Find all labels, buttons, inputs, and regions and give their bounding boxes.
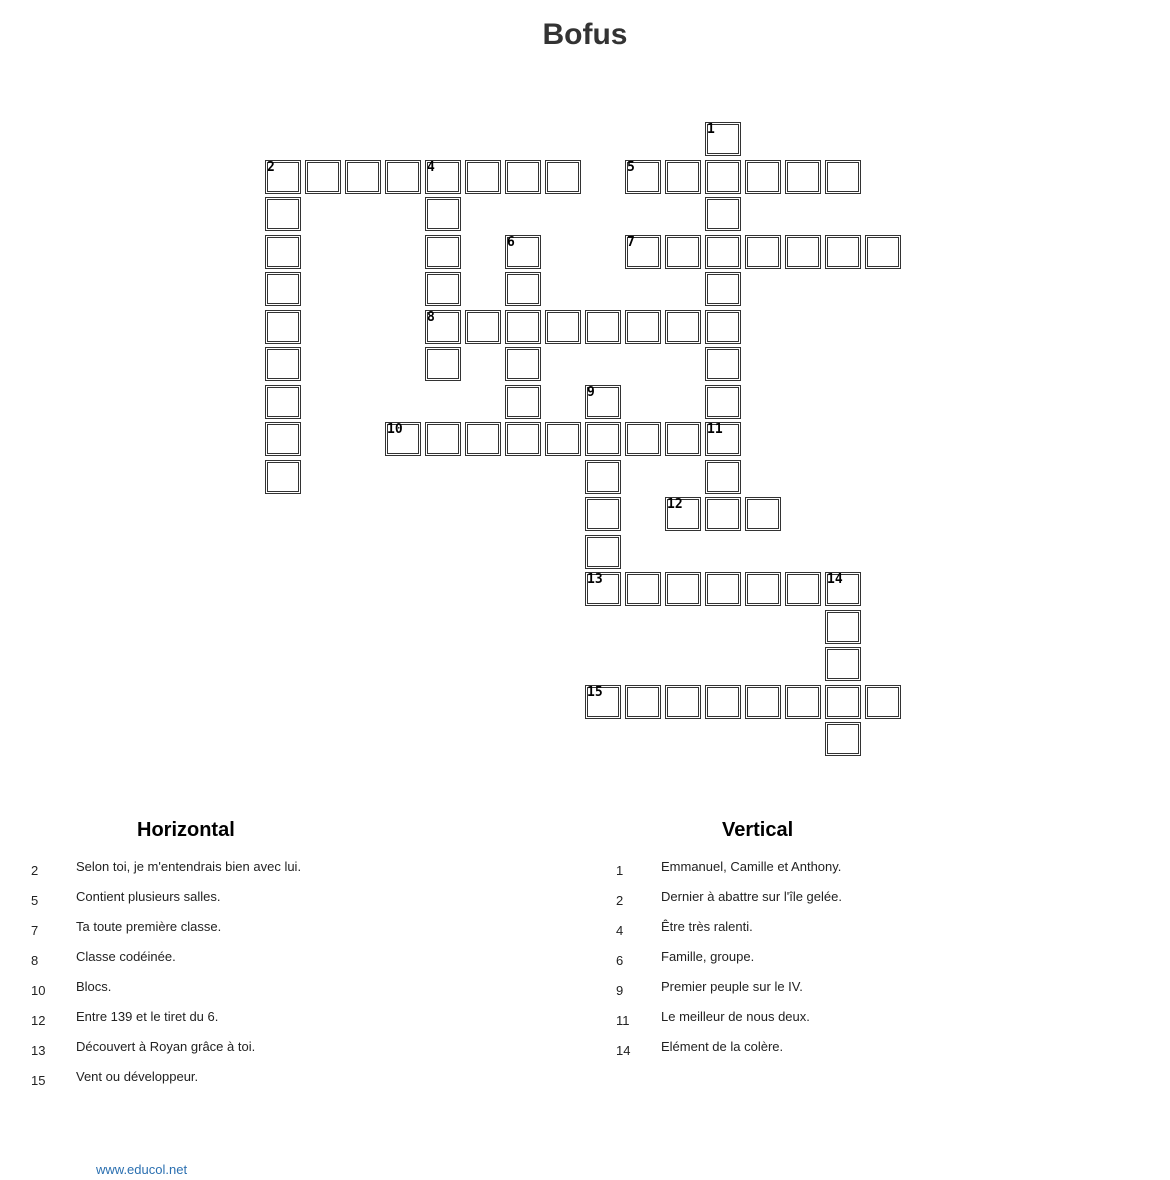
grid-cell[interactable] — [545, 160, 581, 194]
grid-cell[interactable] — [505, 347, 541, 381]
clue-number: 1 — [616, 863, 624, 878]
grid-cell[interactable] — [785, 235, 821, 269]
clue-number: 15 — [31, 1073, 46, 1088]
grid-cell[interactable] — [265, 347, 301, 381]
cell-number: 11 — [707, 422, 723, 437]
grid-cell[interactable] — [265, 422, 301, 456]
grid-cell[interactable] — [705, 122, 741, 156]
clue-text: Elément de la colère. — [661, 1039, 784, 1054]
grid-cell[interactable] — [825, 160, 861, 194]
grid-cell[interactable] — [865, 235, 901, 269]
clue-text: Entre 139 et le tiret du 6. — [76, 1009, 219, 1024]
grid-cell[interactable] — [585, 422, 621, 456]
grid-cell[interactable] — [265, 235, 301, 269]
grid-cell[interactable] — [305, 160, 341, 194]
grid-cell[interactable] — [825, 610, 861, 644]
clue-number: 6 — [616, 953, 624, 968]
grid-cell[interactable] — [425, 160, 461, 194]
grid-cell[interactable] — [505, 272, 541, 306]
grid-cell[interactable] — [825, 722, 861, 756]
footer-link[interactable]: www.educol.net — [96, 1162, 188, 1177]
grid-cell[interactable] — [625, 685, 661, 719]
cell-number: 1 — [707, 122, 715, 137]
grid-cell[interactable] — [545, 310, 581, 344]
grid-cell[interactable] — [705, 685, 741, 719]
grid-cell[interactable] — [865, 685, 901, 719]
grid-cell[interactable] — [585, 685, 621, 719]
grid-cell[interactable] — [665, 422, 701, 456]
cell-number: 15 — [587, 685, 603, 700]
cell-number: 14 — [827, 572, 843, 587]
grid-cell[interactable] — [505, 310, 541, 344]
grid-cell[interactable] — [705, 160, 741, 194]
clue-text: Découvert à Royan grâce à toi. — [76, 1039, 256, 1054]
cell-number: 6 — [507, 235, 515, 250]
grid-cell[interactable] — [425, 197, 461, 231]
clue-number: 2 — [31, 863, 39, 878]
grid-cell[interactable] — [585, 385, 621, 419]
grid-cell[interactable] — [425, 347, 461, 381]
clue-text: Être très ralenti. — [661, 919, 753, 934]
clue-number: 2 — [616, 893, 624, 908]
clue-text: Blocs. — [76, 979, 112, 994]
grid-cell[interactable] — [545, 422, 581, 456]
grid-cell[interactable] — [265, 272, 301, 306]
grid-cell[interactable] — [665, 310, 701, 344]
grid-cell[interactable] — [705, 497, 741, 531]
grid-cell[interactable] — [585, 310, 621, 344]
grid-cell[interactable] — [705, 272, 741, 306]
grid-cell[interactable] — [385, 160, 421, 194]
clue-text: Emmanuel, Camille et Anthony. — [661, 859, 842, 874]
grid-cell[interactable] — [585, 497, 621, 531]
clue-number: 13 — [31, 1043, 46, 1058]
grid-cell[interactable] — [425, 235, 461, 269]
grid-cell[interactable] — [385, 422, 421, 456]
grid-cell[interactable] — [425, 310, 461, 344]
grid-cell[interactable] — [625, 160, 661, 194]
grid-cell[interactable] — [705, 385, 741, 419]
grid-cell[interactable] — [345, 160, 381, 194]
grid-cell[interactable] — [825, 685, 861, 719]
grid-cell[interactable] — [585, 535, 621, 569]
grid-cell[interactable] — [705, 197, 741, 231]
cell-number: 10 — [387, 422, 403, 437]
clue-number: 11 — [616, 1013, 630, 1028]
grid-cell[interactable] — [785, 160, 821, 194]
page-title: Bofus — [542, 18, 628, 51]
grid-cell[interactable] — [705, 460, 741, 494]
clue-text: Selon toi, je m'entendrais bien avec lui. — [76, 859, 302, 874]
grid-cell[interactable] — [465, 310, 501, 344]
grid-cell[interactable] — [745, 160, 781, 194]
vertical-heading: Vertical — [722, 819, 794, 841]
grid-cell[interactable] — [825, 235, 861, 269]
cell-number: 13 — [587, 572, 603, 587]
grid-cell[interactable] — [265, 460, 301, 494]
grid-cell[interactable] — [465, 422, 501, 456]
grid-cell[interactable] — [585, 460, 621, 494]
grid-cell[interactable] — [705, 572, 741, 606]
clue-text: Vent ou développeur. — [76, 1069, 199, 1084]
grid-cell[interactable] — [745, 572, 781, 606]
grid-cell[interactable] — [745, 497, 781, 531]
clue-number: 14 — [616, 1043, 631, 1058]
grid-cell[interactable] — [265, 197, 301, 231]
grid-cell[interactable] — [505, 160, 541, 194]
cell-number: 4 — [427, 160, 435, 175]
cell-number: 9 — [587, 385, 595, 400]
clue-number: 5 — [31, 893, 39, 908]
grid-cell[interactable] — [585, 572, 621, 606]
cell-number: 7 — [627, 235, 635, 250]
clue-number: 9 — [616, 983, 624, 998]
cell-number: 2 — [267, 160, 275, 175]
grid-cell[interactable] — [665, 685, 701, 719]
grid-cell[interactable] — [625, 310, 661, 344]
clue-text: Le meilleur de nous deux. — [661, 1009, 810, 1024]
grid-cell[interactable] — [265, 310, 301, 344]
grid-cell[interactable] — [265, 385, 301, 419]
clue-number: 12 — [31, 1013, 46, 1028]
cell-number: 8 — [427, 310, 435, 325]
clue-text: Famille, groupe. — [661, 949, 755, 964]
grid-cell[interactable] — [425, 422, 461, 456]
clue-text: Classe codéinée. — [76, 949, 176, 964]
grid-cell[interactable] — [825, 572, 861, 606]
cell-number: 12 — [667, 497, 683, 512]
grid-cell[interactable] — [265, 160, 301, 194]
horizontal-heading: Horizontal — [137, 819, 235, 841]
grid-cell[interactable] — [505, 235, 541, 269]
grid-cell[interactable] — [705, 310, 741, 344]
grid-cell[interactable] — [785, 572, 821, 606]
clue-text: Dernier à abattre sur l'île gelée. — [661, 889, 842, 904]
clue-text: Contient plusieurs salles. — [76, 889, 221, 904]
clue-number: 10 — [31, 983, 46, 998]
grid-cell[interactable] — [665, 572, 701, 606]
clue-number: 8 — [31, 953, 39, 968]
grid-cell[interactable] — [625, 572, 661, 606]
grid-cell[interactable] — [505, 422, 541, 456]
grid-cell[interactable] — [705, 347, 741, 381]
grid-cell[interactable] — [665, 235, 701, 269]
clue-text: Premier peuple sur le IV. — [661, 979, 803, 994]
grid-cell[interactable] — [625, 422, 661, 456]
grid-cell[interactable] — [785, 685, 821, 719]
grid-cell[interactable] — [425, 272, 461, 306]
cell-number: 5 — [627, 160, 635, 175]
clue-text: Ta toute première classe. — [76, 919, 222, 934]
grid-cell[interactable] — [705, 422, 741, 456]
clue-number: 7 — [31, 923, 39, 938]
grid-cell[interactable] — [625, 235, 661, 269]
grid-cell[interactable] — [745, 685, 781, 719]
clue-number: 4 — [616, 923, 624, 938]
grid-cell[interactable] — [745, 235, 781, 269]
grid-cell[interactable] — [505, 385, 541, 419]
grid-cell[interactable] — [705, 235, 741, 269]
grid-cell[interactable] — [665, 160, 701, 194]
grid-cell[interactable] — [665, 497, 701, 531]
grid-cell[interactable] — [465, 160, 501, 194]
grid-cell[interactable] — [825, 647, 861, 681]
